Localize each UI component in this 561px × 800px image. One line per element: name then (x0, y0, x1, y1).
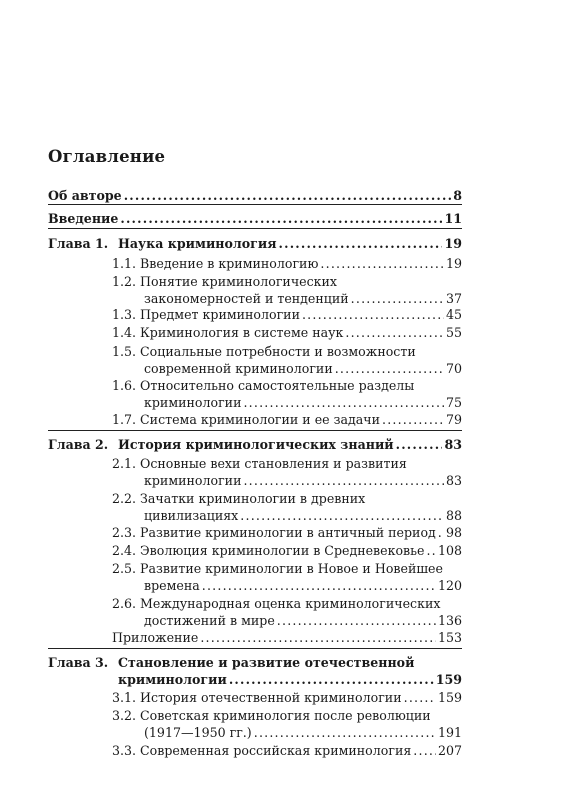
divider (48, 228, 462, 229)
toc-entry-3-1[interactable] (112, 689, 462, 706)
toc-entry-intro[interactable] (48, 210, 462, 227)
toc-entry-2-5-line1[interactable] (112, 560, 462, 577)
entry-text: 1.2. Понятие криминологических (112, 274, 338, 289)
page-number: 75 (445, 395, 462, 410)
dot-leader (382, 411, 444, 428)
entry-text: Становление и развитие отечественной (118, 655, 415, 670)
toc-entry-chapter-1[interactable] (118, 235, 462, 252)
dot-leader (426, 542, 436, 559)
page-number: 11 (444, 211, 462, 226)
page-number: 191 (437, 725, 462, 740)
dot-leader (240, 507, 444, 524)
page-number: 83 (444, 437, 462, 452)
toc-entry-author[interactable] (48, 187, 462, 204)
dot-leader (396, 436, 443, 453)
toc-entry-appendix[interactable] (112, 629, 462, 646)
entry-text: Введение (48, 211, 119, 226)
page-number: 8 (453, 188, 462, 203)
page-number: 136 (437, 613, 462, 628)
entry-text: История криминологических знаний (118, 437, 394, 452)
toc-entry-chapter-3[interactable] (118, 671, 462, 688)
entry-text: Об авторе (48, 188, 122, 203)
toc-entry-1-1[interactable] (112, 255, 462, 272)
entry-text: криминологии (144, 473, 242, 488)
dot-leader (254, 724, 436, 741)
toc-entry-3-2[interactable] (144, 724, 462, 741)
entry-text: 2.1. Основные вехи становления и развития (112, 456, 407, 471)
chapter-label: Глава 1. (48, 236, 109, 251)
dot-leader (200, 629, 436, 646)
toc-entry-chapter-3-line1[interactable] (118, 654, 462, 671)
chapter-label: Глава 2. (48, 437, 109, 452)
entry-text: 3.2. Советская криминология после революции (112, 708, 431, 723)
entry-text: 2.3. Развитие криминологии в античный период (112, 525, 436, 540)
entry-text: 2.4. Эволюция криминологии в Средневековье (112, 543, 425, 558)
dot-leader (124, 187, 452, 204)
toc-entry-1-7[interactable] (112, 411, 462, 428)
toc-entry-1-2-line1[interactable] (112, 273, 462, 290)
dot-leader (277, 612, 436, 629)
page-number: 159 (437, 690, 462, 705)
dot-leader (229, 671, 434, 688)
dot-leader (413, 742, 436, 759)
entry-text: 1.4. Криминология в системе наук (112, 325, 344, 340)
dot-leader (404, 689, 436, 706)
page-number: 98 (445, 525, 462, 540)
dot-leader (279, 235, 443, 252)
toc-title: Оглавление (48, 147, 166, 166)
divider (48, 204, 462, 205)
entry-text: 2.6. Международная оценка криминологических (112, 596, 441, 611)
entry-text: современной криминологии (144, 361, 333, 376)
entry-text: достижений в мире (144, 613, 275, 628)
toc-entry-3-3[interactable] (112, 742, 462, 759)
entry-text: Приложение (112, 630, 199, 645)
dot-leader (120, 210, 442, 227)
entry-text: 1.1. Введение в криминологию (112, 256, 319, 271)
entry-text: 2.5. Развитие криминологии в Новое и Новейшее (112, 561, 443, 576)
dot-leader (345, 324, 444, 341)
toc-entry-1-5-line1[interactable] (112, 343, 462, 360)
entry-text: закономерностей и тенденций (144, 291, 349, 306)
page-number: 108 (437, 543, 462, 558)
entry-text: 1.7. Система криминологии и ее задачи (112, 412, 380, 427)
dot-leader (320, 255, 444, 272)
toc-entry-2-5[interactable] (144, 577, 462, 594)
entry-text: 1.5. Социальные потребности и возможности (112, 344, 416, 359)
page-number: 153 (437, 630, 462, 645)
page-number: 70 (445, 361, 462, 376)
toc-entry-1-6-line1[interactable] (112, 377, 462, 394)
toc-entry-1-4[interactable] (112, 324, 462, 341)
page-number: 88 (445, 508, 462, 523)
entry-text: цивилизациях (144, 508, 239, 523)
toc-entry-2-2-line1[interactable] (112, 490, 462, 507)
dot-leader (351, 290, 444, 307)
entry-text: (1917—1950 гг.) (144, 725, 252, 740)
chapter-label: Глава 3. (48, 655, 109, 670)
toc-entry-2-4[interactable] (112, 542, 462, 559)
dot-leader (302, 306, 444, 323)
toc-entry-2-6[interactable] (144, 612, 462, 629)
dot-leader (243, 472, 444, 489)
page-number: 207 (437, 743, 462, 758)
toc-entry-2-6-line1[interactable] (112, 595, 462, 612)
toc-entry-chapter-2[interactable] (118, 436, 462, 453)
entry-text: криминологии (118, 672, 227, 687)
page-number: 19 (445, 256, 462, 271)
toc-entry-2-1[interactable] (144, 472, 462, 489)
toc-entry-1-5[interactable] (144, 360, 462, 377)
toc-entry-1-2[interactable] (144, 290, 462, 307)
dot-leader (202, 577, 436, 594)
toc-entry-1-6[interactable] (144, 394, 462, 411)
toc-entry-2-3[interactable] (112, 524, 462, 541)
toc-entry-3-2-line1[interactable] (112, 707, 462, 724)
entry-text: 3.3. Современная российская криминология (112, 743, 412, 758)
dot-leader (243, 394, 444, 411)
page-number: 159 (435, 672, 462, 687)
divider (48, 430, 462, 431)
entry-text: 3.1. История отечественной криминологии (112, 690, 402, 705)
entry-text: криминологии (144, 395, 242, 410)
divider (48, 648, 462, 649)
page-number: 37 (445, 291, 462, 306)
toc-entry-2-1-line1[interactable] (112, 455, 462, 472)
toc-entry-1-3[interactable] (112, 306, 462, 323)
dot-leader (438, 524, 444, 541)
entry-text: 1.3. Предмет криминологии (112, 307, 300, 322)
page-number: 83 (445, 473, 462, 488)
page-number: 79 (445, 412, 462, 427)
page-number: 120 (437, 578, 462, 593)
toc-entry-2-2[interactable] (144, 507, 462, 524)
entry-text: времена (144, 578, 200, 593)
page-number: 55 (445, 325, 462, 340)
entry-text: 1.6. Относительно самостоятельные разделы (112, 378, 415, 393)
dot-leader (335, 360, 444, 377)
page-number: 45 (445, 307, 462, 322)
entry-text: 2.2. Зачатки криминологии в древних (112, 491, 366, 506)
entry-text: Наука криминология (118, 236, 277, 251)
page-number: 19 (444, 236, 462, 251)
